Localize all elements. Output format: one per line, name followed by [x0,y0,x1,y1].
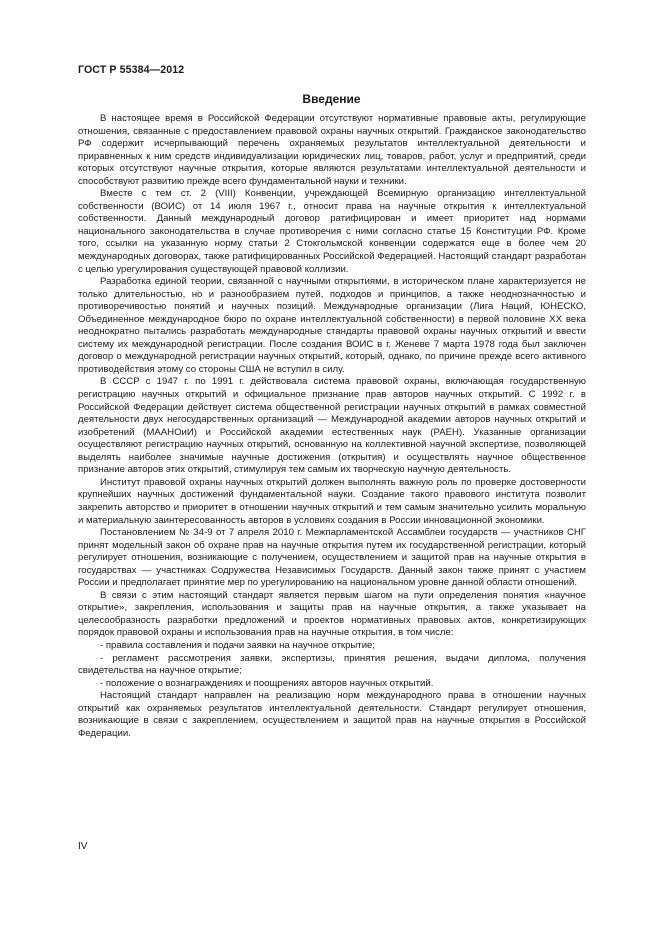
body-text [78,113,586,740]
paragraph: В связи с этим настоящий стандарт является первым шагом на пути определения понятия «научное открытие», закрепления, использования и защиты прав на научные открытия, а также указывает на целесообразность разработки предложений и проектов нормативных правовых актов, конкретизирующих порядок правовой охраны и использования прав на научные открытия, в том числе: [78,589,586,639]
section-title: Введение [302,92,361,106]
list-item: - регламент рассмотрения заявки, экспертизы, принятия решения, выдачи диплома, получения свидетельства на научное открытие; [78,652,586,677]
paragraph: Разработка единой теории, связанной с научными открытиями, в историческом плане характеризуется не только длительностью, но и разнообразием путей, подходов и принципов, а также неоднозначностью и противоречивостью понятий и научных позиций. Международные организации (Лига Наций, ЮНЕСКО, Объединенное международное бюро по охране интеллектуальной собственности) в первой половине XX века неоднократно пытались разработать международные стандарты правовой охраны научных открытий и ввести систему их международной регистрации. После создания ВОИС в г. Женеве 7 марта 1978 года был заключен договор о международной регистрации научных открытий, который, однако, по причине прежде всего активного противодействия этому со стороны США не вступил в силу. [78,276,586,375]
list-item: - правила составления и подачи заявки на научное открытие; [100,639,376,651]
paragraph: Настоящий стандарт направлен на реализацию норм международного права в отношении научных открытий как охраняемых результатов интеллектуальной деятельности. Стандарт регулирует отношения, возникающие в связи с закреплением, осуществлением и защитой прав на научные открытия в Российской Федерации. [78,690,586,739]
page-number: IV [78,841,88,852]
paragraph: Постановлением № 34-9 от 7 апреля 2010 г. Межпарламентской Ассамблеи государств — участников СНГ принят модельный закон об охране прав на научные открытия путем их государственной регистрации, который регулирует отношения, возникающие с получением, осуществлением и защитой прав на научные открытия в государствах — участниках Содружества Независимых Государств. Данный закон также принят с участием России и предполагает принятие мер по урегулированию на национальном уровне данной области отношений. [78,527,586,589]
paragraph: Институт правовой охраны научных открытий должен выполнять важную роль по проверке достоверности крупнейших научных достижений фундаментальной науки. Создание такого правового института позволит закрепить авторство и приоритет в отношении научных открытий и тем самым значительно усилить моральную и материальную заинтересованность авторов в условиях создания в России инновационной экономики. [78,476,586,526]
paragraph: В настоящее время в Российской Федерации отсутствуют нормативные правовые акты, регулирующие отношения, связанные с предоставлением правовой охраны научных открытий. Гражданское законодательство РФ содержит исчерпывающий перечень охраняемых результатов интеллектуальной деятельности и приравненных к ним средств индивидуализации юридических лиц, товаров, работ, услуг и предприятий, среди которых отсутствуют научные открытия, которые являются результатами интеллектуальной деятельности и способствуют развитию прежде всего фундаментальной науки и техники. [78,113,586,187]
paragraph: В СССР с 1947 г. по 1991 г. действовала система правовой охраны, включающая государственную регистрацию научных открытий и официальное признание прав авторов научных открытий. С 1992 г. в Российской Федерации действует система общественной регистрации научных открытий в рамках совместной деятельности двух негосударственных организаций — Международной академии авторов научных открытий и изобретений (МААНОиИ) и Российской академии естественных наук (РАЕН). Указанные организации осуществляют регистрацию научных открытий, основанную на коллективной научной экспертизе, позволяющей выделять наиболее значимые научные достижения (открытия) и осуществлять научное общественное признание авторов этих открытий, стимулируя тем самым их творческую научную деятельность. [78,376,586,476]
paragraph: Вместе с тем ст. 2 (VIII) Конвенции, учреждающей Всемирную организацию интеллектуальной собственности (ВОИС) от 14 июля 1967 г., относит права на научные открытия к интеллектуальной собственности. Данный международный договор ратифицирован и имеет приоритет над нормами национального законодательства в случае противоречия с ними согласно статье 15 Конституции РФ. Кроме того, ссылки на указанную норму статьи 2 Стокгольмской конвенции содержатся еще в более чем 20 международных договорах, также ратифицированных Российской Федерацией. Настоящий стандарт разработан с целью урегулирования существующей правовой коллизии. [78,188,586,275]
list-item: - положение о вознаграждениях и поощрениях авторов научных открытий. [100,677,434,689]
document-header: ГОСТ Р 55384—2012 [78,64,185,76]
